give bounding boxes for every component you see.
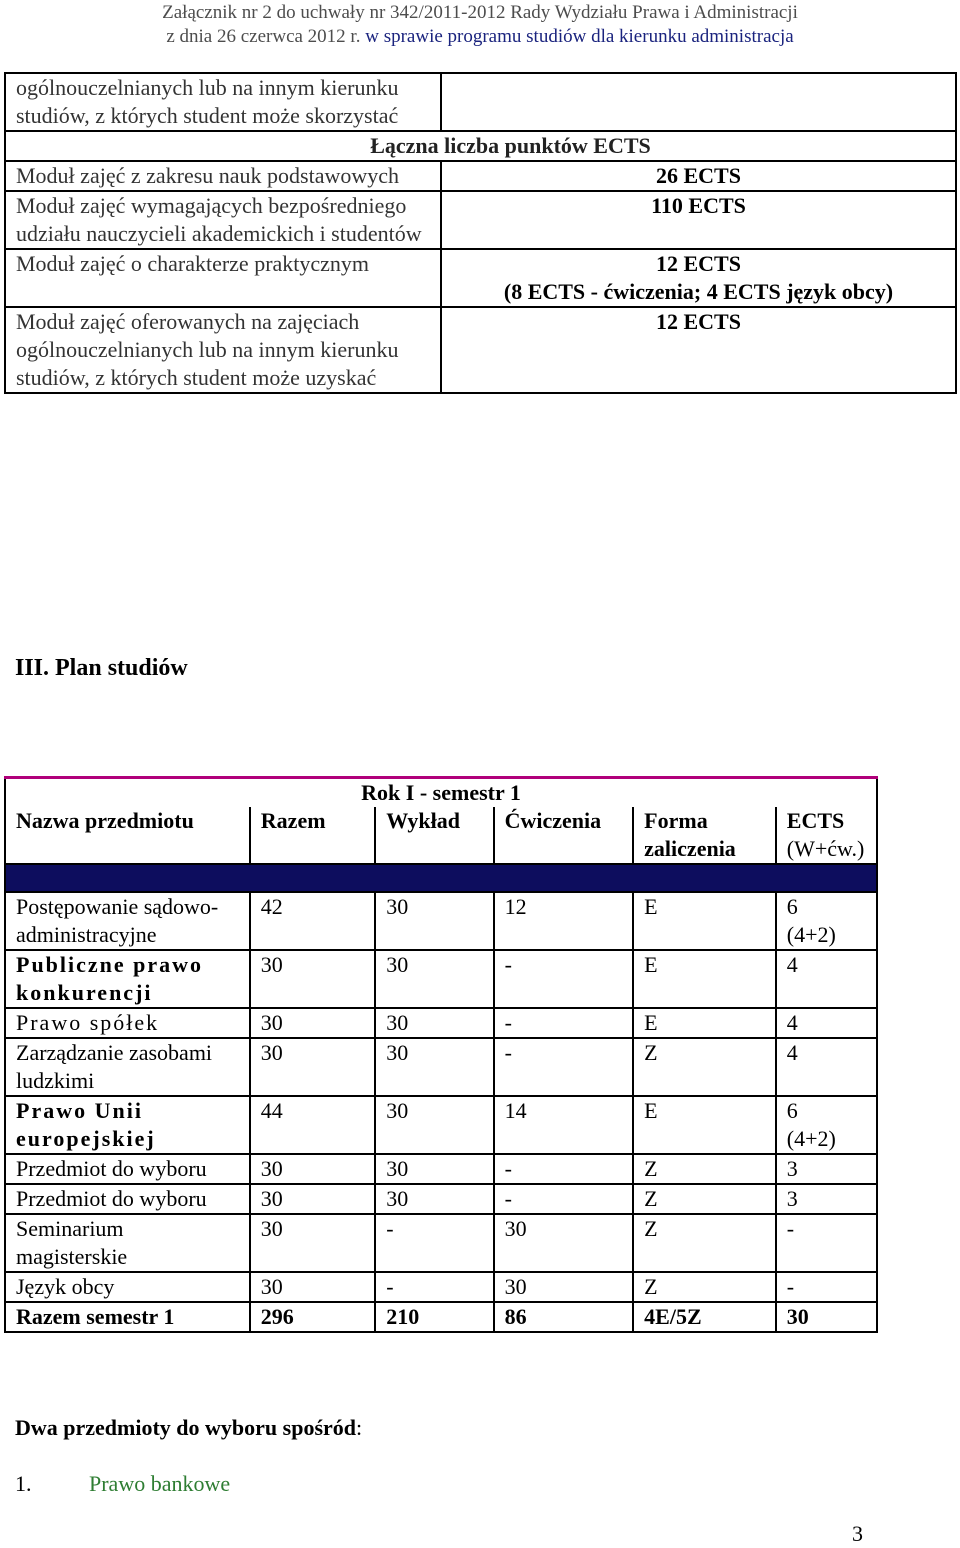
course-form: E: [633, 1096, 776, 1154]
course-total: 30: [250, 950, 375, 1008]
list-item-name: Prawo bankowe: [89, 1471, 231, 1496]
ects-total-label: Łączna liczba punktów ECTS: [370, 133, 651, 158]
module-label: Moduł zajęć wymagających bezpośredniego udziału nauczycieli akademickich i studentów: [5, 191, 441, 249]
total-ects: 30: [776, 1302, 877, 1332]
course-exercises: -: [494, 1184, 634, 1214]
course-exercises: 30: [494, 1272, 634, 1302]
table-row: [5, 892, 877, 950]
total-form: 4E/5Z: [633, 1302, 776, 1332]
course-ects: 6 (4+2): [776, 1096, 877, 1154]
course-name: Postępowanie sądowo-administracyjne: [5, 892, 250, 950]
course-name: Prawo Unii europejskiej: [5, 1096, 250, 1154]
section-title: III. Plan studiów: [15, 655, 188, 681]
module-label: Moduł zajęć z zakresu nauk podstawowych: [5, 161, 441, 191]
course-ects: 6 (4+2): [776, 892, 877, 950]
course-lecture: 30: [375, 892, 493, 950]
course-name: Zarządzanie zasobami ludzkimi: [5, 1038, 250, 1096]
course-exercises: -: [494, 1038, 634, 1096]
header-divider-bar: [5, 864, 877, 892]
course-total: 44: [250, 1096, 375, 1154]
course-ects: 4: [776, 1008, 877, 1038]
course-form: E: [633, 892, 776, 950]
study-plan-table: [4, 776, 878, 1333]
course-form: Z: [633, 1038, 776, 1096]
table-row: [5, 161, 956, 191]
ects-total-header: [5, 131, 956, 161]
module-ects: 12 ECTS: [656, 251, 741, 276]
col-header-name: Nazwa przedmiotu: [5, 807, 250, 864]
table-row: [5, 1154, 877, 1184]
table-row: [5, 73, 956, 131]
course-total: 30: [250, 1008, 375, 1038]
table-row: [5, 1214, 877, 1272]
table-row: [5, 1038, 877, 1096]
course-exercises: -: [494, 950, 634, 1008]
course-total: 30: [250, 1214, 375, 1272]
total-exercises: 86: [494, 1302, 634, 1332]
semester-total-row: [5, 1302, 877, 1332]
list-item: [15, 1470, 230, 1498]
header-line-2: [0, 24, 960, 48]
plan-header-row: [5, 807, 877, 864]
total-lecture: 210: [375, 1302, 493, 1332]
course-total: 30: [250, 1184, 375, 1214]
course-exercises: -: [494, 1008, 634, 1038]
course-name: Prawo spółek: [5, 1008, 250, 1038]
page-number: 3: [852, 1521, 863, 1546]
course-form: E: [633, 950, 776, 1008]
course-form: Z: [633, 1214, 776, 1272]
header-subject: w sprawie programu studiów dla kierunku administracja: [360, 26, 794, 47]
course-lecture: -: [375, 1272, 493, 1302]
module-ects: 12 ECTS: [441, 307, 956, 393]
module-ects-detail: (8 ECTS - ćwiczenia; 4 ECTS język obcy): [503, 279, 894, 304]
list-item-number: 1.: [15, 1471, 32, 1496]
table-row: [5, 249, 956, 307]
document-header: [0, 0, 960, 48]
course-form: E: [633, 1008, 776, 1038]
total-label: Razem semestr 1: [5, 1302, 250, 1332]
course-name: Przedmiot do wyboru: [5, 1184, 250, 1214]
course-total: 42: [250, 892, 375, 950]
header-date: z dnia 26 czerwca 2012 r.: [166, 26, 361, 47]
table-row: [5, 950, 877, 1008]
course-ects: -: [776, 1214, 877, 1272]
module-label: ogólnouczelnianych lub na innym kierunku studiów, z których student może skorzystać: [5, 73, 441, 131]
course-lecture: -: [375, 1214, 493, 1272]
course-lecture: 30: [375, 950, 493, 1008]
semester-title-row: [5, 778, 877, 808]
module-ects: 110 ECTS: [441, 191, 956, 249]
course-lecture: 30: [375, 1154, 493, 1184]
table-row: [5, 1008, 877, 1038]
col-header-lecture: Wykład: [375, 807, 493, 864]
course-name: Przedmiot do wyboru: [5, 1154, 250, 1184]
course-lecture: 30: [375, 1096, 493, 1154]
module-ects: 26 ECTS: [441, 161, 956, 191]
module-label: Moduł zajęć oferowanych na zajęciach ogólnouczelnianych lub na innym kierunku studiów, z których student może uzyskać: [5, 307, 441, 393]
table-row: [5, 1272, 877, 1302]
col-header-ects: ECTS (W+ćw.): [776, 807, 877, 864]
course-form: Z: [633, 1154, 776, 1184]
course-name: Publiczne prawo konkurencji: [5, 950, 250, 1008]
course-exercises: 12: [494, 892, 634, 950]
course-ects: 4: [776, 1038, 877, 1096]
elective-heading: Dwa przedmioty do wyboru spośród:: [15, 1415, 363, 1440]
module-label: Moduł zajęć o charakterze praktycznym: [5, 249, 441, 307]
course-form: Z: [633, 1184, 776, 1214]
col-header-total: Razem: [250, 807, 375, 864]
semester-title: Rok I - semestr 1: [5, 778, 877, 808]
course-exercises: 30: [494, 1214, 634, 1272]
header-line-1: Załącznik nr 2 do uchwały nr 342/2011-2012 Rady Wydziału Prawa i Administracji: [162, 2, 798, 23]
table-row: [5, 191, 956, 249]
table-row: [5, 1096, 877, 1154]
course-exercises: 14: [494, 1096, 634, 1154]
course-lecture: 30: [375, 1184, 493, 1214]
course-name: Język obcy: [5, 1272, 250, 1302]
total-hours: 296: [250, 1302, 375, 1332]
course-ects: 3: [776, 1154, 877, 1184]
ects-modules-table: [4, 72, 957, 394]
course-ects: 3: [776, 1184, 877, 1214]
course-name: Seminarium magisterskie: [5, 1214, 250, 1272]
table-row: [5, 307, 956, 393]
table-row: [5, 1184, 877, 1214]
col-header-form: Forma zaliczenia: [633, 807, 776, 864]
course-lecture: 30: [375, 1008, 493, 1038]
course-ects: -: [776, 1272, 877, 1302]
col-header-exercises: Ćwiczenia: [494, 807, 634, 864]
course-total: 30: [250, 1038, 375, 1096]
course-ects: 4: [776, 950, 877, 1008]
course-form: Z: [633, 1272, 776, 1302]
course-lecture: 30: [375, 1038, 493, 1096]
course-total: 30: [250, 1272, 375, 1302]
course-total: 30: [250, 1154, 375, 1184]
course-exercises: -: [494, 1154, 634, 1184]
